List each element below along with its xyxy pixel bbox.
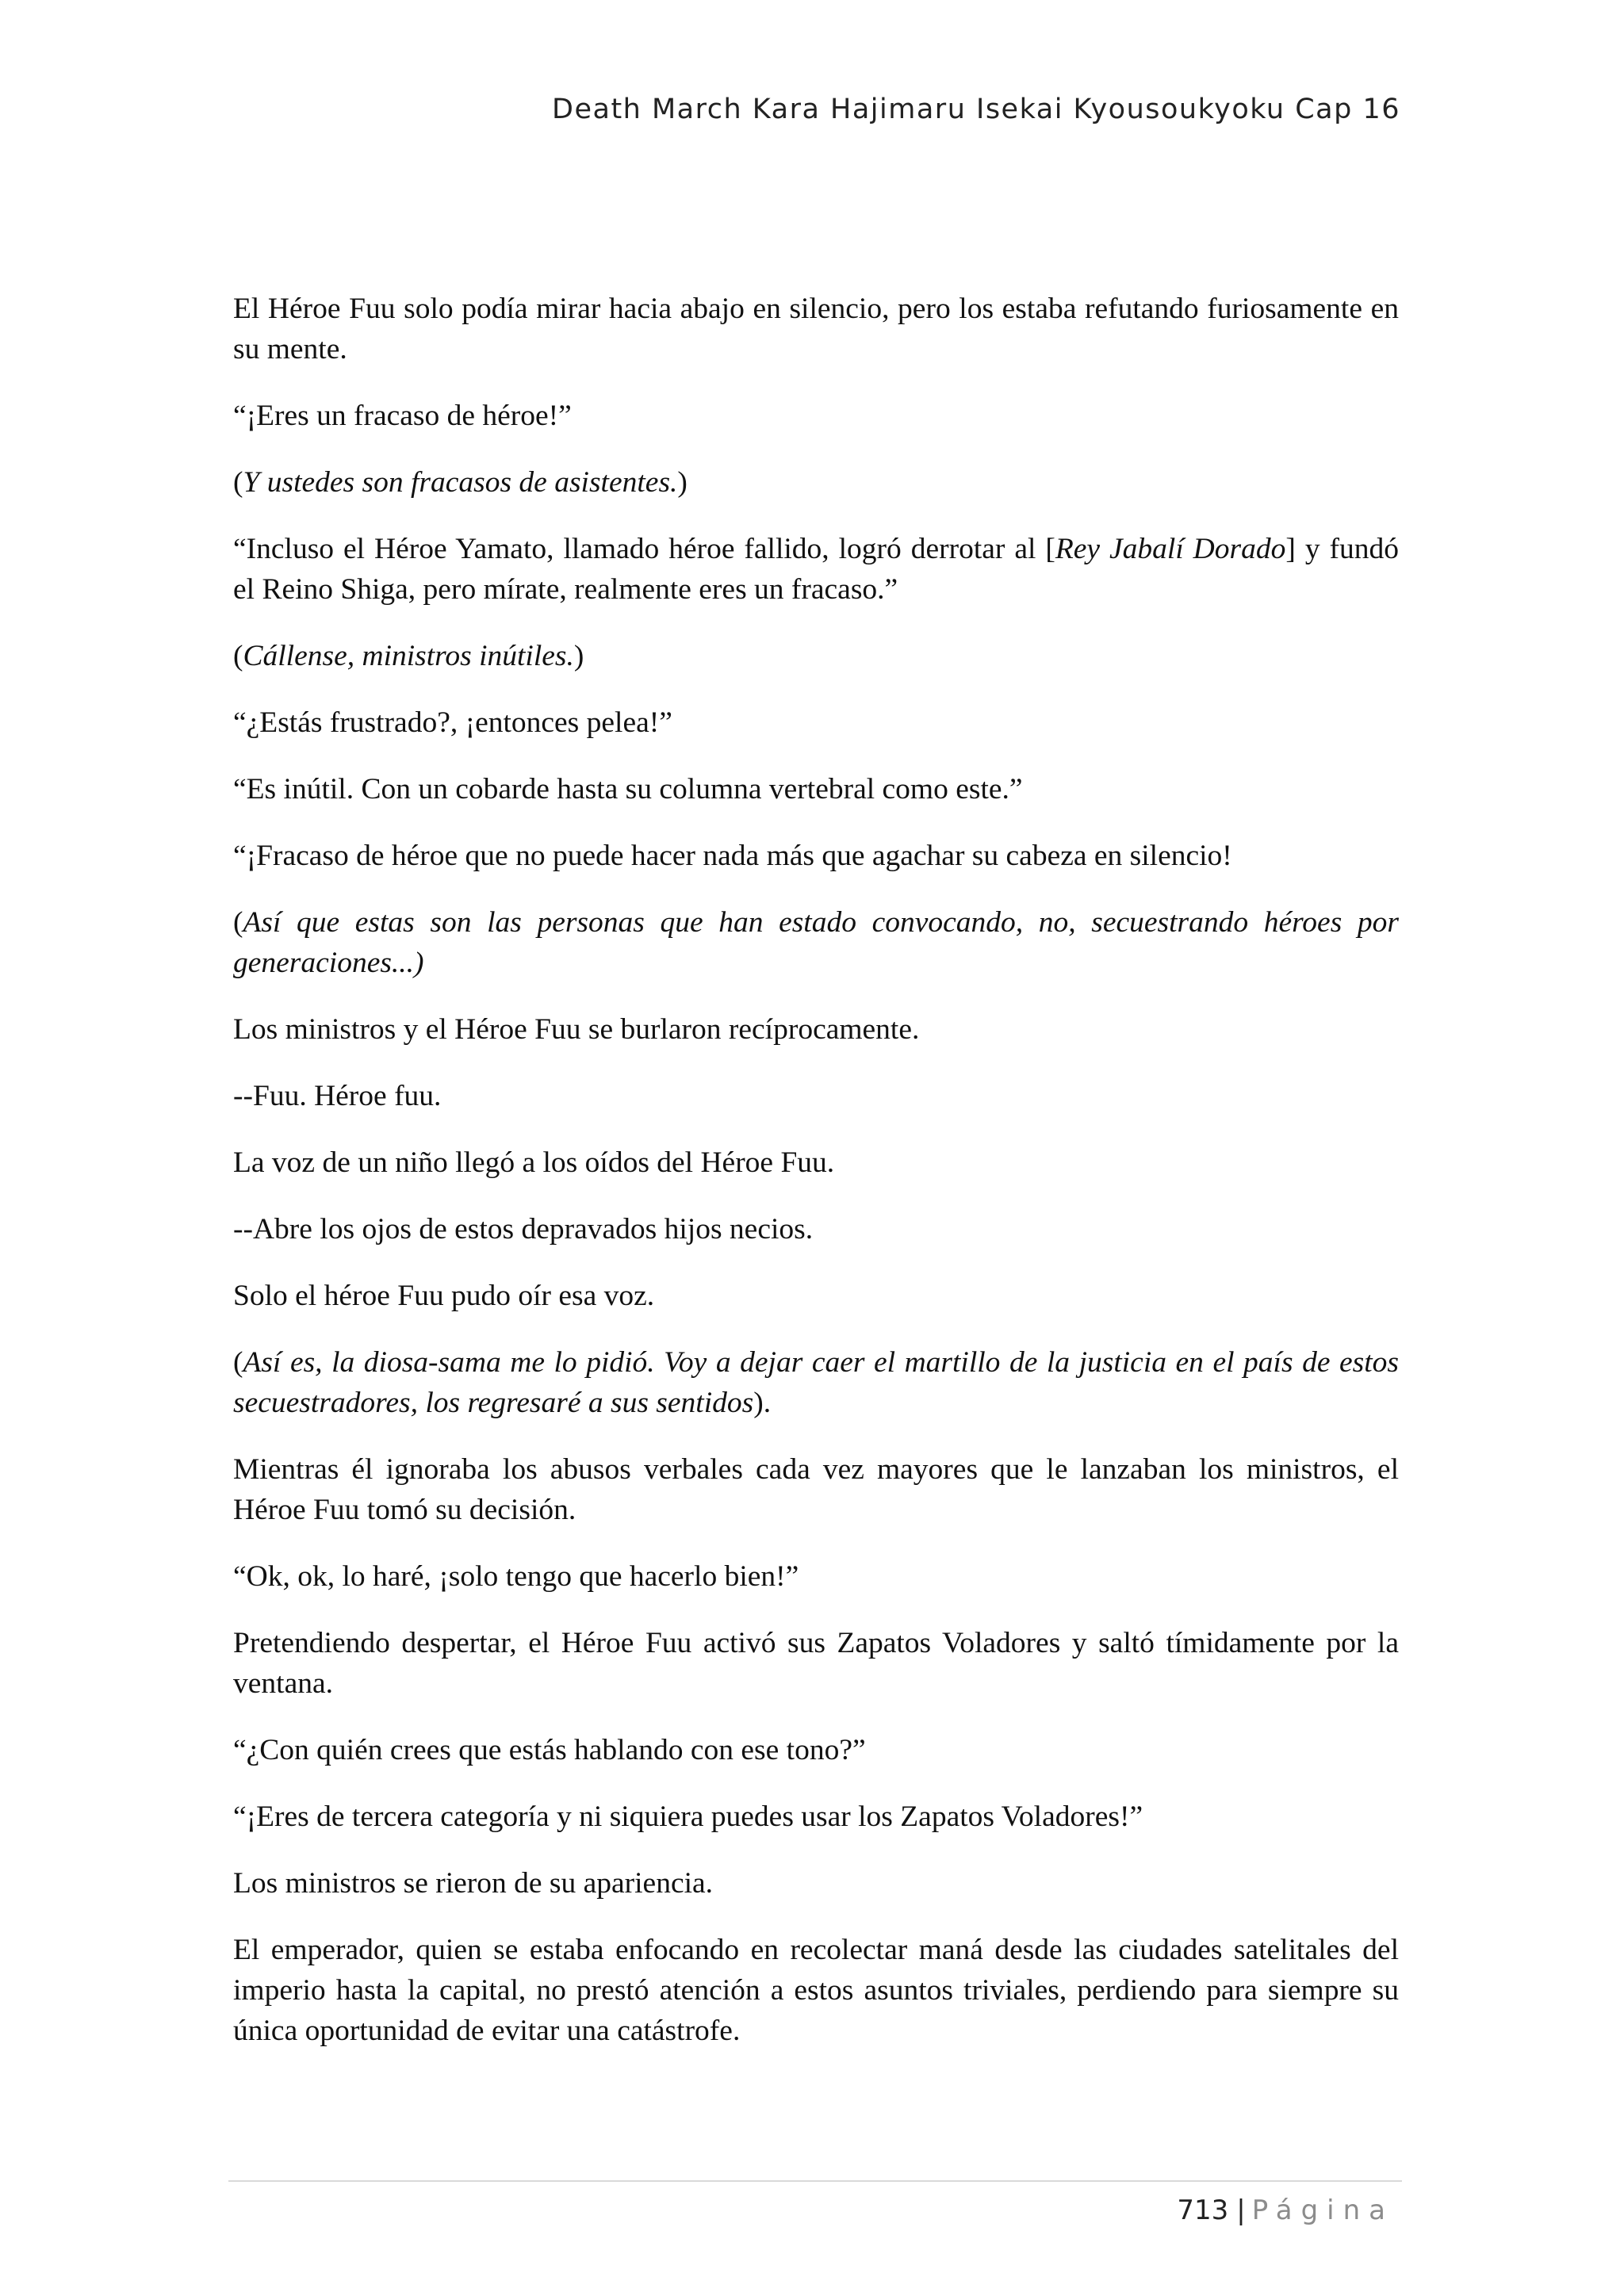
paragraph: [233, 529, 1399, 610]
paragraph: [233, 289, 1399, 369]
text-run: (: [233, 1346, 243, 1379]
italic-text: Y ustedes son fracasos de asistentes.: [243, 466, 678, 499]
paragraph: [233, 1797, 1399, 1837]
paragraph: [233, 1142, 1399, 1183]
text-run: “Es inútil. Con un cobarde hasta su columna vertebral como este.”: [233, 773, 1023, 806]
paragraph: [233, 1276, 1399, 1316]
text-run: Los ministros se rieron de su apariencia.: [233, 1867, 714, 1900]
footer-divider: [228, 2180, 1402, 2182]
paragraph: [233, 1863, 1399, 1904]
text-run: El emperador, quien se estaba enfocando en recolectar maná desde las ciudades satelitales del imperio hasta la capital, no prestó atención a estos asuntos triviales, perdiendo para siempre su única oportunidad de evitar una catástrofe.: [233, 1934, 1399, 2047]
paragraph: [233, 396, 1399, 436]
text-run: “¡Fracaso de héroe que no puede hacer nada más que agachar su cabeza en silencio!: [233, 840, 1232, 872]
text-run: Pretendiendo despertar, el Héroe Fuu activó sus Zapatos Voladores y saltó tímidamente por la ventana.: [233, 1627, 1399, 1700]
text-run: ).: [753, 1387, 772, 1419]
paragraph: [233, 1342, 1399, 1423]
paragraph: [233, 636, 1399, 676]
page-number: 713: [1177, 2195, 1229, 2226]
text-run: “¡Eres un fracaso de héroe!”: [233, 400, 572, 432]
text-run: ] y fundó el Reino Shiga, pero mírate, realmente eres un fracaso.”: [233, 533, 1400, 606]
paragraph: [233, 702, 1399, 743]
text-run: “Ok, ok, lo haré, ¡solo tengo que hacerlo bien!”: [233, 1560, 799, 1593]
text-run: La voz de un niño llegó a los oídos del Héroe Fuu.: [233, 1146, 835, 1179]
paragraph: [233, 1076, 1399, 1116]
paragraph: [233, 1556, 1399, 1597]
footer-separator: |: [1236, 2195, 1246, 2226]
text-run: Solo el héroe Fuu pudo oír esa voz.: [233, 1280, 655, 1312]
paragraph: [233, 1623, 1399, 1704]
paragraph: [233, 462, 1399, 503]
italic-text: Así es, la diosa-sama me lo pidió. Voy a dejar caer el martillo de la justicia en el país de estos secuestradores, los regresaré a sus sentidos: [233, 1346, 1399, 1419]
paragraph: [233, 769, 1399, 809]
paragraph: [233, 1209, 1399, 1249]
text-run: ): [573, 640, 584, 672]
italic-text: Cállense, ministros inútiles.: [243, 640, 574, 672]
paragraph: [233, 1730, 1399, 1770]
text-run: (: [233, 906, 243, 939]
paragraph: [233, 1930, 1399, 2051]
text-run: “¿Estás frustrado?, ¡entonces pelea!”: [233, 706, 672, 739]
text-run: Los ministros y el Héroe Fuu se burlaron recíprocamente.: [233, 1013, 920, 1046]
text-run: “¿Con quién crees que estás hablando con ese tono?”: [233, 1734, 866, 1766]
text-run: “¡Eres de tercera categoría y ni siquiera puedes usar los Zapatos Voladores!”: [233, 1800, 1143, 1833]
paragraph: [233, 902, 1399, 983]
text-run: --Abre los ojos de estos depravados hijos necios.: [233, 1213, 814, 1246]
paragraph: [233, 836, 1399, 876]
text-run: --Fuu. Héroe fuu.: [233, 1080, 442, 1112]
paragraph: [233, 1449, 1399, 1530]
text-run: “Incluso el Héroe Yamato, llamado héroe fallido, logró derrotar al [: [233, 533, 1055, 565]
italic-text: Rey Jabalí Dorado: [1055, 533, 1286, 565]
italic-text: Así que estas son las personas que han estado convocando, no, secuestrando héroes por generaciones...): [233, 906, 1399, 979]
text-run: El Héroe Fuu solo podía mirar hacia abajo en silencio, pero los estaba refutando furiosamente en su mente.: [233, 293, 1399, 365]
text-run: (: [233, 640, 243, 672]
page-header: Death March Kara Hajimaru Isekai Kyousoukyoku Cap 16: [552, 94, 1400, 125]
paragraph: [233, 1009, 1399, 1050]
text-run: Mientras él ignoraba los abusos verbales cada vez mayores que le lanzaban los ministros, el Héroe Fuu tomó su decisión.: [233, 1453, 1399, 1526]
text-run: (: [233, 466, 243, 499]
page-word: Página: [1251, 2195, 1394, 2226]
document-body: [233, 289, 1399, 2077]
text-run: ): [677, 466, 688, 499]
page-footer: [1177, 2195, 1394, 2226]
